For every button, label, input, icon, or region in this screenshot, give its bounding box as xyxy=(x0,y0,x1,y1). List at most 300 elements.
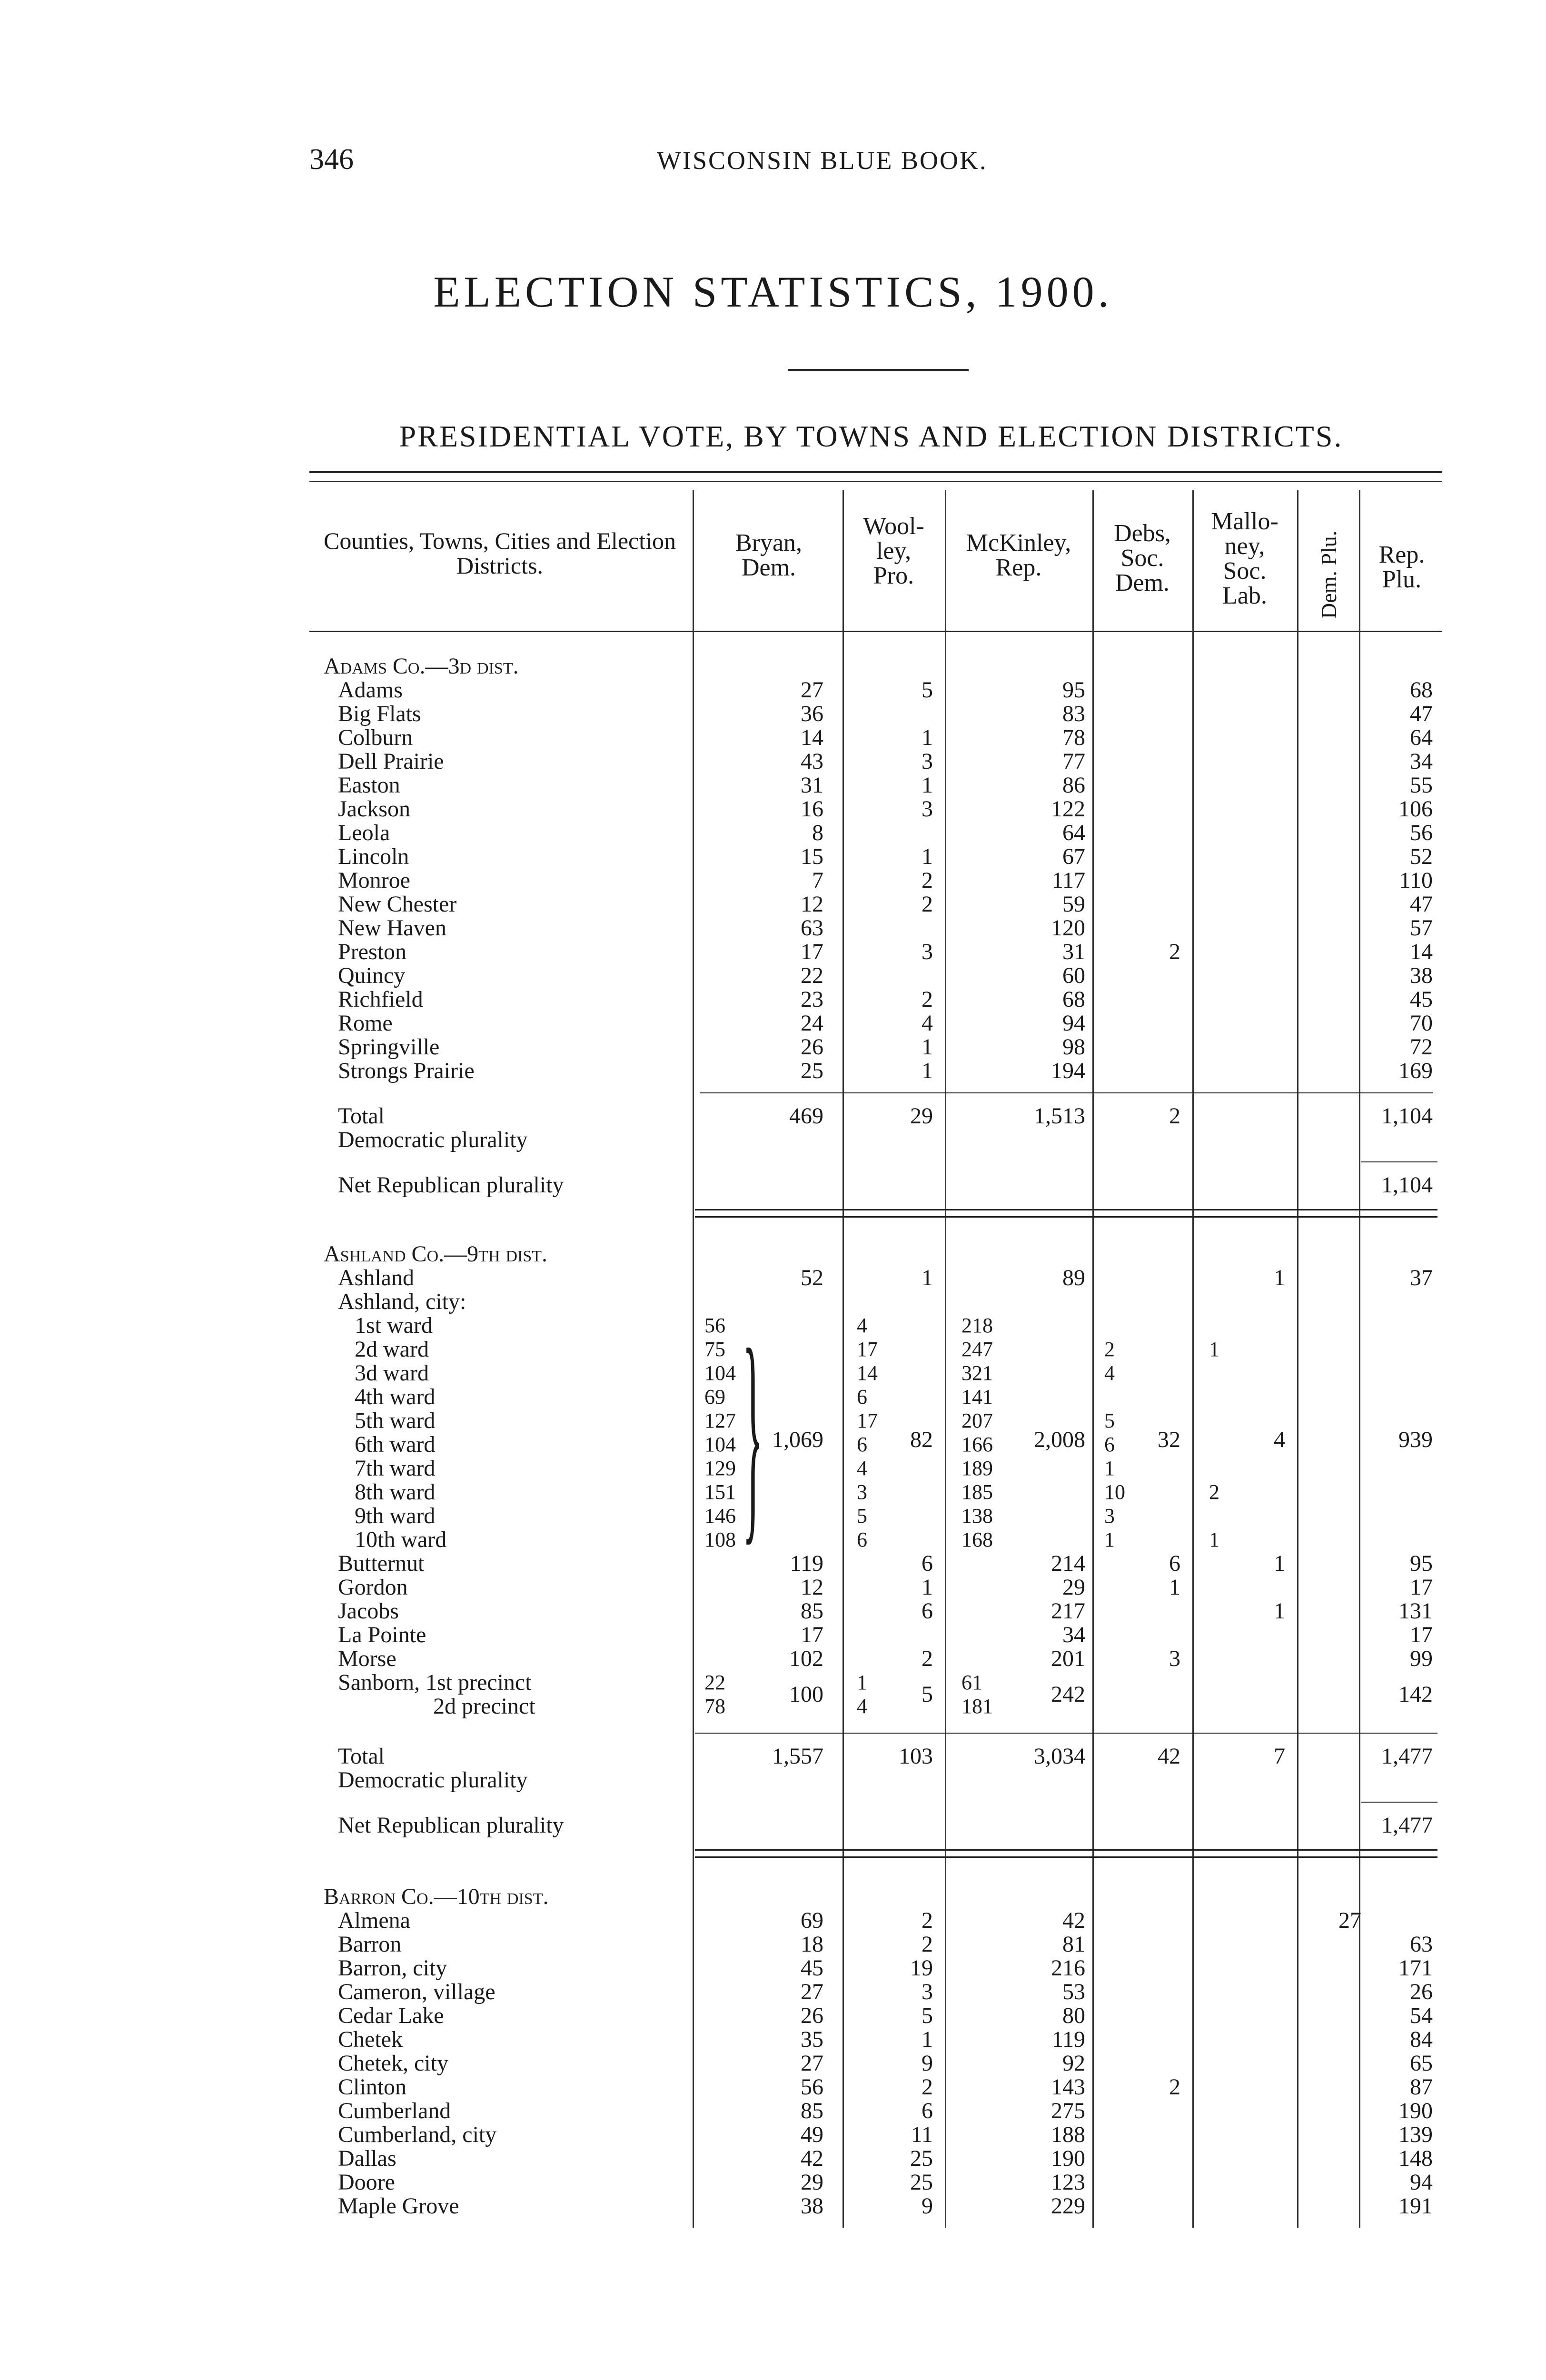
county-heading-label: Ashland Co.—9th dist. xyxy=(324,1242,548,1266)
place-name: Cedar Lake xyxy=(338,2004,444,2028)
woolley-votes: 19 xyxy=(910,1955,933,1981)
total-debs: 42 xyxy=(1158,1744,1180,1769)
total-mckinley: 3,034 xyxy=(1034,1744,1085,1769)
total-malloney: 7 xyxy=(1274,1744,1285,1769)
net-rep-plurality-label: Net Republican plurality xyxy=(338,1814,564,1837)
bryan-votes: 27 xyxy=(801,1979,823,2004)
mckinley-votes: 81 xyxy=(1062,1932,1085,1957)
column-header-woolley xyxy=(845,514,942,588)
column-header-bryan-line: Bryan, xyxy=(735,529,803,556)
table-row xyxy=(0,1012,1546,1035)
column-header-woolley-line: Pro. xyxy=(873,562,914,589)
table-row xyxy=(0,1933,1546,1956)
table-row xyxy=(0,2123,1546,2147)
table-row xyxy=(0,2075,1546,2099)
page-number: 346 xyxy=(309,143,354,176)
mckinley-votes: 143 xyxy=(1051,2074,1085,2100)
ward-debs: 5 xyxy=(1104,1409,1115,1432)
sanborn-rep-plu: 142 xyxy=(1398,1682,1433,1707)
woolley-votes: 6 xyxy=(922,2098,933,2123)
woolley-votes: 1 xyxy=(922,1265,933,1290)
dem-plurality-row xyxy=(0,1128,1546,1152)
table-row xyxy=(0,940,1546,964)
county-heading xyxy=(0,654,1546,678)
bryan-votes: 27 xyxy=(801,2051,823,2076)
place-name: Strongs Prairie xyxy=(338,1059,475,1083)
ward-bryan: 127 xyxy=(704,1409,736,1432)
ward-woolley: 3 xyxy=(857,1480,867,1504)
ward-debs: 1 xyxy=(1104,1528,1115,1551)
ward-row xyxy=(0,1361,1546,1385)
rep-plurality: 64 xyxy=(1410,725,1433,750)
mckinley-votes: 31 xyxy=(1062,939,1085,964)
table-row xyxy=(0,1599,1546,1623)
ward-woolley: 4 xyxy=(857,1314,867,1337)
sanborn-bryan-total: 100 xyxy=(789,1682,823,1707)
rep-plurality: 191 xyxy=(1398,2193,1433,2219)
place-name: Jackson xyxy=(338,797,410,821)
place-name: Barron, city xyxy=(338,1956,447,1980)
table-row xyxy=(0,1035,1546,1059)
mckinley-votes: 68 xyxy=(1062,987,1085,1012)
bryan-votes: 7 xyxy=(812,868,823,893)
ward-bryan: 146 xyxy=(704,1504,736,1527)
rep-plurality: 17 xyxy=(1410,1575,1433,1600)
table-row xyxy=(0,2099,1546,2123)
total-rule xyxy=(695,1733,1437,1734)
malloney-votes: 1 xyxy=(1274,1551,1285,1576)
place-name: Colburn xyxy=(338,726,413,750)
ward-row xyxy=(0,1314,1546,1338)
dem-plurality-label: Democratic plurality xyxy=(338,1128,528,1152)
table-row xyxy=(0,2147,1546,2171)
ward-woolley: 4 xyxy=(857,1457,867,1480)
place-name: Clinton xyxy=(338,2075,407,2099)
mckinley-votes: 78 xyxy=(1062,725,1085,750)
woolley-votes: 1 xyxy=(922,2027,933,2052)
place-name: Cameron, village xyxy=(338,1980,496,2004)
total-bryan: 1,557 xyxy=(772,1744,823,1769)
place-name: 6th ward xyxy=(355,1433,436,1457)
table-row xyxy=(0,869,1546,892)
rep-plurality: 56 xyxy=(1410,820,1433,845)
rep-plurality: 72 xyxy=(1410,1034,1433,1060)
debs-votes: 1 xyxy=(1169,1575,1180,1600)
mckinley-votes: 67 xyxy=(1062,844,1085,869)
table-row xyxy=(0,964,1546,988)
place-name: 5th ward xyxy=(355,1409,436,1433)
county-heading-label: Adams Co.—3d dist. xyxy=(324,654,519,678)
place-name: Jacobs xyxy=(338,1599,399,1623)
woolley-votes: 6 xyxy=(922,1551,933,1576)
table-row xyxy=(0,892,1546,916)
mckinley-votes: 92 xyxy=(1062,2051,1085,2076)
place-name: Morse xyxy=(338,1647,396,1671)
ward-debs: 6 xyxy=(1104,1433,1115,1456)
ward-debs: 10 xyxy=(1104,1480,1125,1504)
bryan-votes: 12 xyxy=(801,892,823,917)
place-name: 9th ward xyxy=(355,1504,436,1528)
column-header-malloney-line: Soc. xyxy=(1223,557,1267,585)
table-row xyxy=(0,1576,1546,1599)
column-header-woolley-line: ley, xyxy=(876,537,912,565)
rep-plurality: 14 xyxy=(1410,939,1433,964)
rep-plurality: 37 xyxy=(1410,1265,1433,1290)
place-name: Easton xyxy=(338,774,400,797)
woolley-votes: 5 xyxy=(922,677,933,703)
debs-votes: 2 xyxy=(1169,2074,1180,2100)
ward-mckinley: 141 xyxy=(961,1385,993,1408)
column-header-bryan xyxy=(700,531,838,580)
place-name: Quincy xyxy=(338,964,406,988)
mckinley-votes: 86 xyxy=(1062,773,1085,798)
section-double-rule xyxy=(695,1209,1437,1210)
rep-plurality: 95 xyxy=(1410,1551,1433,1576)
ward-row xyxy=(0,1338,1546,1361)
ward-bryan: 69 xyxy=(704,1385,725,1408)
rep-plurality: 45 xyxy=(1410,987,1433,1012)
column-header-dem-plu: Dem. Plu. xyxy=(1317,530,1341,619)
ward-bryan: 75 xyxy=(704,1338,725,1361)
table-row xyxy=(0,1059,1546,1083)
table-row xyxy=(0,774,1546,797)
woolley-votes: 25 xyxy=(910,2170,933,2195)
rep-plurality: 63 xyxy=(1410,1932,1433,1957)
table-row xyxy=(0,2194,1546,2218)
column-header-bryan-line: Dem. xyxy=(741,554,796,581)
bryan-votes: 17 xyxy=(801,939,823,964)
table-row xyxy=(0,845,1546,869)
table-row xyxy=(0,1623,1546,1647)
rep-plurality: 65 xyxy=(1410,2051,1433,2076)
ward-mckinley: 168 xyxy=(961,1528,993,1551)
woolley-votes: 2 xyxy=(922,2074,933,2100)
bryan-votes: 23 xyxy=(801,987,823,1012)
mckinley-votes: 34 xyxy=(1062,1622,1085,1647)
ward-mckinley: 138 xyxy=(961,1504,993,1527)
malloney-votes: 1 xyxy=(1274,1265,1285,1290)
rep-plurality: 94 xyxy=(1410,2170,1433,2195)
woolley-votes: 25 xyxy=(910,2146,933,2171)
bryan-votes: 56 xyxy=(801,2074,823,2100)
table-row xyxy=(0,726,1546,750)
bryan-votes: 85 xyxy=(801,1598,823,1624)
woolley-votes: 3 xyxy=(922,1979,933,2004)
total-rep-plu: 1,104 xyxy=(1381,1103,1433,1129)
woolley-votes: 2 xyxy=(922,868,933,893)
rep-plurality: 148 xyxy=(1398,2146,1433,2171)
total-woolley: 103 xyxy=(899,1744,933,1769)
sanborn-mckinley-1: 61 xyxy=(961,1671,982,1694)
ward-mckinley: 321 xyxy=(961,1361,993,1385)
mckinley-votes: 83 xyxy=(1062,701,1085,726)
total-bryan: 469 xyxy=(789,1103,823,1129)
dem-plurality-label: Democratic plurality xyxy=(338,1768,528,1792)
woolley-votes: 11 xyxy=(911,2122,933,2147)
woolley-votes: 9 xyxy=(922,2193,933,2219)
ward-woolley: 5 xyxy=(857,1504,867,1527)
table-row xyxy=(0,797,1546,821)
place-name: Lincoln xyxy=(338,845,409,869)
place-name: 4th ward xyxy=(355,1385,436,1409)
woolley-votes: 1 xyxy=(922,725,933,750)
bryan-votes: 38 xyxy=(801,2193,823,2219)
place-name: 2d precinct xyxy=(433,1695,535,1718)
page-subtitle: PRESIDENTIAL VOTE, BY TOWNS AND ELECTION DISTRICTS. xyxy=(399,419,1343,453)
mckinley-votes: 122 xyxy=(1051,796,1085,822)
bryan-votes: 42 xyxy=(801,2146,823,2171)
woolley-votes: 3 xyxy=(922,749,933,774)
ward-row xyxy=(0,1504,1546,1528)
net-rule xyxy=(1361,1802,1437,1803)
rep-plurality: 55 xyxy=(1410,773,1433,798)
bryan-votes: 31 xyxy=(801,773,823,798)
bryan-votes: 12 xyxy=(801,1575,823,1600)
net-rep-plurality-value: 1,477 xyxy=(1381,1813,1433,1838)
bryan-votes: 43 xyxy=(801,749,823,774)
place-name: 2d ward xyxy=(355,1338,429,1361)
mckinley-votes: 59 xyxy=(1062,892,1085,917)
woolley-votes: 5 xyxy=(922,2003,933,2028)
page-title: ELECTION STATISTICS, 1900. xyxy=(433,268,1113,316)
ward-row xyxy=(0,1385,1546,1409)
total-rep-plu: 1,477 xyxy=(1381,1744,1433,1769)
bryan-votes: 15 xyxy=(801,844,823,869)
rep-plurality: 17 xyxy=(1410,1622,1433,1647)
place-name: Leola xyxy=(338,821,390,845)
table-row xyxy=(0,1909,1546,1933)
table-row xyxy=(0,988,1546,1012)
table-row xyxy=(0,2171,1546,2194)
bryan-votes: 24 xyxy=(801,1011,823,1036)
ward-malloney: 1 xyxy=(1209,1528,1219,1551)
bryan-votes: 25 xyxy=(801,1058,823,1083)
ward-woolley: 14 xyxy=(857,1361,878,1385)
woolley-votes: 1 xyxy=(922,844,933,869)
section-double-rule xyxy=(695,1216,1437,1218)
place-name: Butternut xyxy=(338,1552,425,1576)
woolley-votes: 2 xyxy=(922,1932,933,1957)
city-label: Ashland, city: xyxy=(338,1290,466,1314)
ward-debs: 4 xyxy=(1104,1361,1115,1385)
county-heading-label: Barron Co.—10th dist. xyxy=(324,1885,549,1909)
ward-mckinley: 247 xyxy=(961,1338,993,1361)
bryan-votes: 26 xyxy=(801,1034,823,1060)
ward-row xyxy=(0,1528,1546,1552)
column-header-rep-plu-line: Plu. xyxy=(1382,566,1422,593)
city-total-rep-plu: 939 xyxy=(1398,1427,1433,1452)
mckinley-votes: 42 xyxy=(1062,1908,1085,1933)
sanborn-totals xyxy=(0,1683,1546,1706)
ward-debs: 2 xyxy=(1104,1338,1115,1361)
rep-plurality: 169 xyxy=(1398,1058,1433,1083)
table-row xyxy=(0,1980,1546,2004)
bryan-votes: 8 xyxy=(812,820,823,845)
column-header-mckinley-line: Rep. xyxy=(995,554,1042,581)
column-header-debs-line: Dem. xyxy=(1115,569,1170,596)
place-name: Sanborn, 1st precinct xyxy=(338,1671,532,1695)
place-name: Almena xyxy=(338,1909,410,1933)
place-name: New Chester xyxy=(338,892,457,916)
bryan-votes: 69 xyxy=(801,1908,823,1933)
woolley-votes: 1 xyxy=(922,1034,933,1060)
ward-malloney: 2 xyxy=(1209,1480,1219,1504)
woolley-votes: 1 xyxy=(922,1058,933,1083)
net-rep-plurality-row xyxy=(0,1814,1546,1837)
place-name: Chetek, city xyxy=(338,2052,448,2075)
rep-plurality: 87 xyxy=(1410,2074,1433,2100)
ward-bryan: 56 xyxy=(704,1314,725,1337)
mckinley-votes: 214 xyxy=(1051,1551,1085,1576)
column-header-malloney-line: Lab. xyxy=(1222,582,1267,609)
place-name: Springville xyxy=(338,1035,440,1059)
mckinley-votes: 119 xyxy=(1051,2027,1085,2052)
mckinley-votes: 117 xyxy=(1051,868,1085,893)
place-name: Dallas xyxy=(338,2147,396,2171)
dem-plurality-row xyxy=(0,1768,1546,1792)
county-heading xyxy=(0,1242,1546,1266)
ward-debs: 3 xyxy=(1104,1504,1115,1527)
rep-plurality: 52 xyxy=(1410,844,1433,869)
city-totals-row xyxy=(0,1428,1546,1452)
column-header-place: Counties, Towns, Cities and Election Districts. xyxy=(324,527,676,579)
bryan-votes: 52 xyxy=(801,1265,823,1290)
ward-mckinley: 218 xyxy=(961,1314,993,1337)
rep-plurality: 139 xyxy=(1398,2122,1433,2147)
total-label: Total xyxy=(338,1745,385,1768)
rep-plurality: 47 xyxy=(1410,892,1433,917)
mckinley-votes: 188 xyxy=(1051,2122,1085,2147)
ward-bryan: 104 xyxy=(704,1433,736,1456)
mckinley-votes: 29 xyxy=(1062,1575,1085,1600)
sanborn-woolley-2: 4 xyxy=(857,1695,867,1718)
ward-row xyxy=(0,1480,1546,1504)
city-total-woolley: 82 xyxy=(910,1427,933,1452)
bryan-votes: 45 xyxy=(801,1955,823,1981)
woolley-votes: 2 xyxy=(922,987,933,1012)
table-row xyxy=(0,1266,1546,1290)
rep-plurality: 68 xyxy=(1410,677,1433,703)
place-name: Ashland xyxy=(338,1266,414,1290)
mckinley-votes: 53 xyxy=(1062,1979,1085,2004)
column-header-woolley-line: Wool- xyxy=(863,513,924,540)
total-rule xyxy=(700,1092,1433,1093)
place-name: Doore xyxy=(338,2171,395,2194)
table-row xyxy=(0,916,1546,940)
rep-plurality: 190 xyxy=(1398,2098,1433,2123)
rep-plurality: 57 xyxy=(1410,915,1433,941)
mckinley-votes: 194 xyxy=(1051,1058,1085,1083)
place-name: Chetek xyxy=(338,2028,403,2052)
rep-plurality: 106 xyxy=(1398,796,1433,822)
ward-bryan: 151 xyxy=(704,1480,736,1504)
net-rep-plurality-row xyxy=(0,1173,1546,1197)
table-row xyxy=(0,702,1546,726)
woolley-votes: 4 xyxy=(922,1011,933,1036)
column-header-malloney-line: Mallo- xyxy=(1211,508,1278,535)
net-rep-plurality-label: Net Republican plurality xyxy=(338,1173,564,1197)
table-row xyxy=(0,1552,1546,1576)
rep-plurality: 99 xyxy=(1410,1646,1433,1671)
running-head: WISCONSIN BLUE BOOK. xyxy=(657,146,988,175)
table-row xyxy=(0,821,1546,845)
ward-mckinley: 166 xyxy=(961,1433,993,1456)
county-heading xyxy=(0,1885,1546,1909)
mckinley-votes: 216 xyxy=(1051,1955,1085,1981)
rep-plurality: 110 xyxy=(1399,868,1433,893)
sanborn-mckinley-total: 242 xyxy=(1051,1682,1085,1707)
place-name: Cumberland xyxy=(338,2099,451,2123)
place-name: La Pointe xyxy=(338,1623,426,1647)
mckinley-votes: 60 xyxy=(1062,963,1085,988)
column-header-malloney-line: ney, xyxy=(1224,533,1265,560)
place-name: 7th ward xyxy=(355,1457,436,1480)
city-total-debs: 32 xyxy=(1158,1427,1180,1452)
total-row xyxy=(0,1745,1546,1768)
total-mckinley: 1,513 xyxy=(1034,1103,1085,1129)
ward-mckinley: 207 xyxy=(961,1409,993,1432)
total-label: Total xyxy=(338,1104,385,1128)
woolley-votes: 1 xyxy=(922,773,933,798)
table-row xyxy=(0,2052,1546,2075)
bryan-votes: 49 xyxy=(801,2122,823,2147)
table-row xyxy=(0,678,1546,702)
ward-woolley: 6 xyxy=(857,1528,867,1551)
mckinley-votes: 64 xyxy=(1062,820,1085,845)
mckinley-votes: 190 xyxy=(1051,2146,1085,2171)
net-rule xyxy=(1361,1161,1437,1162)
ward-woolley: 17 xyxy=(857,1338,878,1361)
table-top-rule xyxy=(309,471,1442,473)
mckinley-votes: 123 xyxy=(1051,2170,1085,2195)
mckinley-votes: 80 xyxy=(1062,2003,1085,2028)
woolley-votes: 3 xyxy=(922,796,933,822)
bryan-votes: 102 xyxy=(789,1646,823,1671)
column-header-mckinley xyxy=(947,531,1090,580)
total-debs: 2 xyxy=(1169,1103,1180,1129)
ward-mckinley: 189 xyxy=(961,1457,993,1480)
net-rep-plurality-value: 1,104 xyxy=(1381,1172,1433,1198)
place-name: 10th ward xyxy=(355,1528,447,1552)
place-name: Barron xyxy=(338,1933,402,1956)
sanborn-bryan-1: 22 xyxy=(704,1671,725,1694)
mckinley-votes: 95 xyxy=(1062,677,1085,703)
place-name: 3d ward xyxy=(355,1361,429,1385)
ward-bryan: 129 xyxy=(704,1457,736,1480)
ward-woolley: 17 xyxy=(857,1409,878,1432)
woolley-votes: 2 xyxy=(922,1646,933,1671)
table-row xyxy=(0,1956,1546,1980)
mckinley-votes: 98 xyxy=(1062,1034,1085,1060)
brace-bryan: } xyxy=(743,1301,763,1565)
city-total-bryan: 1,069 xyxy=(772,1427,823,1452)
table-row xyxy=(0,1647,1546,1671)
debs-votes: 2 xyxy=(1169,939,1180,964)
table-top-rule-thin xyxy=(309,481,1442,482)
woolley-votes: 2 xyxy=(922,1908,933,1933)
ward-woolley: 6 xyxy=(857,1385,867,1408)
bryan-votes: 85 xyxy=(801,2098,823,2123)
column-header-malloney xyxy=(1195,509,1295,608)
malloney-votes: 1 xyxy=(1274,1598,1285,1624)
place-name: Cumberland, city xyxy=(338,2123,497,2147)
rep-plurality: 34 xyxy=(1410,749,1433,774)
place-name: 1st ward xyxy=(355,1314,433,1338)
dem-plurality: 27 xyxy=(1338,1908,1361,1933)
ward-mckinley: 185 xyxy=(961,1480,993,1504)
ward-debs: 1 xyxy=(1104,1457,1115,1480)
debs-votes: 6 xyxy=(1169,1551,1180,1576)
